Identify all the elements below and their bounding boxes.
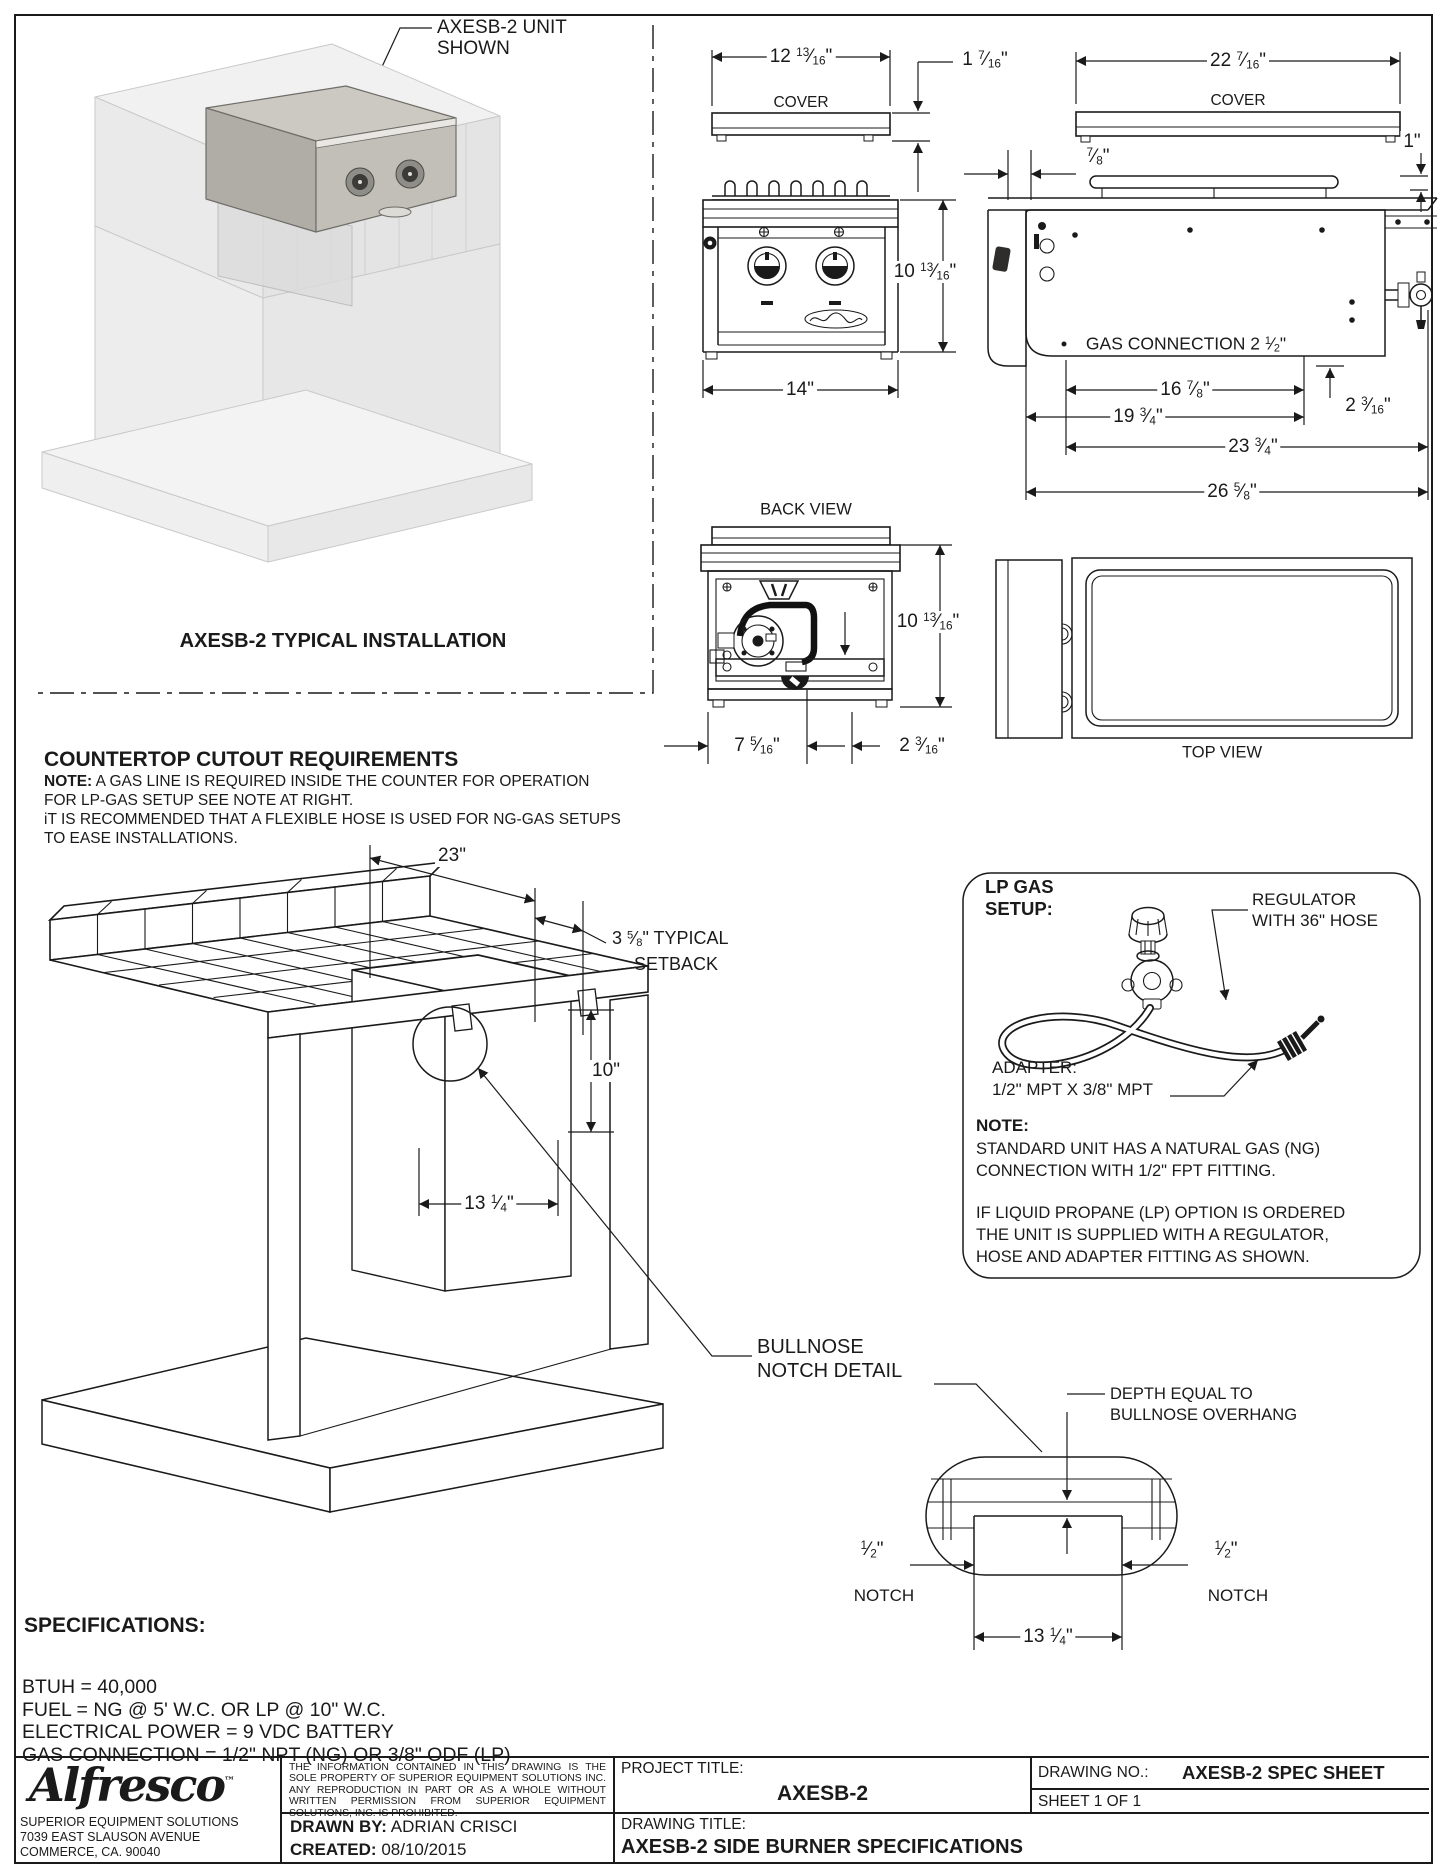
top-view-caption: TOP VIEW	[1181, 743, 1263, 762]
legal-cell: THE INFORMATION CONTAINED IN THIS DRAWING IS THE SOLE PROPERTY OF SUPERIOR EQUIPMENT SOLUTIONS INC. ANY REPRODUCTION IN PART OR AS A WHOLE WITHOUT WRITTEN PERMISSION FROM SUPERIOR EQUIPMENT SOLUTIONS, INC. IS PROHIBITED.	[280, 1758, 613, 1812]
created-value: 08/10/2015	[381, 1840, 467, 1859]
front-height-dim: 10 $^{13}⁄_{16}$"	[891, 261, 960, 283]
project-title-label: PROJECT TITLE:	[621, 1760, 744, 1777]
sheet-label: SHEET 1 OF 1	[1038, 1793, 1142, 1810]
note-line1: A GAS LINE IS REQUIRED INSIDE THE COUNTER FOR OPERATION	[92, 773, 590, 790]
note-line2: FOR LP-GAS SETUP SEE NOTE AT RIGHT.	[44, 792, 354, 809]
lp-gas-title-line1: LP GAS	[985, 876, 1054, 897]
top-view-drawing	[996, 558, 1412, 738]
project-title-value: AXESB-2	[776, 1782, 869, 1805]
side-cover-width-dim: 22 $^7⁄_{16}$"	[1207, 50, 1269, 72]
specifications-list	[22, 1676, 511, 1766]
note-line3: iT IS RECOMMENDED THAT A FLEXIBLE HOSE IS USED FOR NG-GAS SETUPS	[44, 811, 621, 828]
lp-note2-line3: HOSE AND ADAPTER FITTING AS SHOWN.	[976, 1248, 1310, 1266]
adapter-label-line1: ADAPTER:	[992, 1058, 1078, 1077]
brand-tm: ™	[224, 1774, 234, 1788]
regulator-label-line2: WITH 36" HOSE	[1252, 911, 1378, 930]
lp-note1-line1: STANDARD UNIT HAS A NATURAL GAS (NG)	[976, 1140, 1321, 1158]
spec-electrical: ELECTRICAL POWER = 9 VDC BATTERY	[22, 1721, 394, 1743]
drawn-by-value: ADRIAN CRISCI	[390, 1817, 518, 1836]
cutout-depth-dim: 23"	[435, 845, 469, 867]
side-dim-16-7-8: 16 $^7⁄_8$"	[1157, 379, 1212, 401]
front-cover-width-dim: 12 $^{13}⁄_{16}$"	[767, 46, 836, 68]
created-label: CREATED:	[290, 1840, 377, 1859]
back-dim-7-5-16: 7 $^5⁄_{16}$"	[731, 735, 782, 757]
brand-text: Alfresco	[29, 1758, 225, 1812]
front-width-dim: 14"	[783, 379, 817, 401]
side-dim-19-3-4: 19 $^3⁄_4$"	[1110, 406, 1165, 428]
logo-cell	[15, 1758, 280, 1862]
drawing-no-value: AXESB-2 SPEC SHEET	[1182, 1762, 1385, 1783]
company-address2: COMMERCE, CA. 90040	[20, 1845, 161, 1859]
setback-dim-line2: SETBACK	[634, 954, 719, 974]
alfresco-logo	[29, 1758, 233, 1812]
lp-gas-title-line2: SETUP:	[985, 898, 1053, 919]
back-dim-2-3-16: 2 $^3⁄_{16}$"	[896, 735, 947, 757]
drawn-by-label: DRAWN BY:	[290, 1817, 387, 1836]
unit-callout-line2: SHOWN	[437, 38, 510, 59]
title-block	[15, 1756, 1429, 1862]
spec-btuh: BTUH = 40,000	[22, 1676, 157, 1698]
adapter-label-line2: 1/2" MPT X 3/8" MPT	[992, 1080, 1154, 1099]
lp-note2-line2: THE UNIT IS SUPPLIED WITH A REGULATOR,	[976, 1226, 1329, 1244]
lp-note-label: NOTE:	[976, 1116, 1029, 1135]
drawing-title-cell	[613, 1812, 1429, 1862]
sheet-cell	[1030, 1788, 1429, 1812]
notch-width-dim: 13 $^1⁄_4$"	[1020, 1626, 1075, 1648]
notch-right-label: NOTCH	[1207, 1586, 1269, 1605]
setback-dim-line1: 3 $^5⁄_8$" TYPICAL	[612, 928, 729, 950]
side-dim-23-3-4: 23 $^3⁄_4$"	[1225, 436, 1280, 458]
bullnose-label-line1: BULLNOSE	[757, 1336, 864, 1358]
back-view-caption: BACK VIEW	[760, 500, 852, 519]
project-title-cell	[613, 1758, 1030, 1812]
side-dim-26-5-8: 26 $^5⁄_8$"	[1204, 481, 1259, 503]
drawing-title-label: DRAWING TITLE:	[621, 1816, 746, 1833]
cutout-note	[44, 772, 621, 848]
cutout-dim-10: 10"	[589, 1060, 623, 1082]
company-name: SUPERIOR EQUIPMENT SOLUTIONS	[20, 1815, 239, 1829]
gas-connection-label: GAS CONNECTION 2 $^1⁄_2$"	[1083, 333, 1289, 354]
back-view-drawing	[664, 527, 952, 764]
bullnose-label-line2: NOTCH DETAIL	[757, 1360, 903, 1382]
front-cover-height-dim: 1 $^7⁄_{16}$"	[959, 49, 1010, 71]
spec-fuel: FUEL = NG @ 5' W.C. OR LP @ 10" W.C.	[22, 1698, 386, 1721]
depth-label-line2: BULLNOSE OVERHANG	[1110, 1406, 1298, 1424]
back-height-dim: 10 $^{13}⁄_{16}$"	[894, 611, 963, 633]
lp-note2-line1: IF LIQUID PROPANE (LP) OPTION IS ORDERED	[976, 1204, 1346, 1222]
notch-left-frac: $^1⁄_2$"	[860, 1539, 884, 1561]
regulator-label-line1: REGULATOR	[1252, 890, 1357, 909]
front-cover-label: COVER	[770, 94, 831, 112]
cutout-dim-13-1-4: 13 $^1⁄_4$"	[461, 1193, 516, 1215]
note-bold: NOTE:	[44, 773, 93, 790]
specifications-heading: SPECIFICATIONS:	[24, 1614, 206, 1637]
installation-isometric	[42, 44, 532, 562]
side-overhang-dim: 1"	[1400, 131, 1423, 153]
side-dim-2-3-16: 2 $^3⁄_{16}$"	[1342, 395, 1393, 417]
side-cover-label: COVER	[1207, 92, 1268, 110]
drawing-title-value: AXESB-2 SIDE BURNER SPECIFICATIONS	[621, 1836, 1023, 1858]
drawing-no-label: DRAWING NO.:	[1038, 1764, 1149, 1781]
lp-note1-line2: CONNECTION WITH 1/2" FPT FITTING.	[976, 1162, 1276, 1180]
drawn-by-cell	[280, 1812, 613, 1862]
note-line4: TO EASE INSTALLATIONS.	[44, 830, 238, 847]
spec-gas-connection: GAS CONNECTION = 1/2" NPT (NG) OR 3/8" ODF (LP)	[22, 1743, 511, 1766]
installation-caption: AXESB-2 TYPICAL INSTALLATION	[179, 630, 507, 652]
company-address1: 7039 EAST SLAUSON AVENUE	[20, 1830, 201, 1844]
side-back-gap-dim: $^7⁄_8$"	[1083, 146, 1112, 168]
notch-right-frac: $^1⁄_2$"	[1214, 1539, 1238, 1561]
side-view-drawing	[964, 52, 1437, 500]
depth-label-line1: DEPTH EQUAL TO	[1110, 1385, 1253, 1403]
unit-callout-line1: AXESB-2 UNIT	[437, 17, 567, 38]
cutout-heading: COUNTERTOP CUTOUT REQUIREMENTS	[44, 748, 459, 771]
drawing-no-cell	[1030, 1758, 1429, 1788]
notch-left-label: NOTCH	[853, 1586, 915, 1605]
